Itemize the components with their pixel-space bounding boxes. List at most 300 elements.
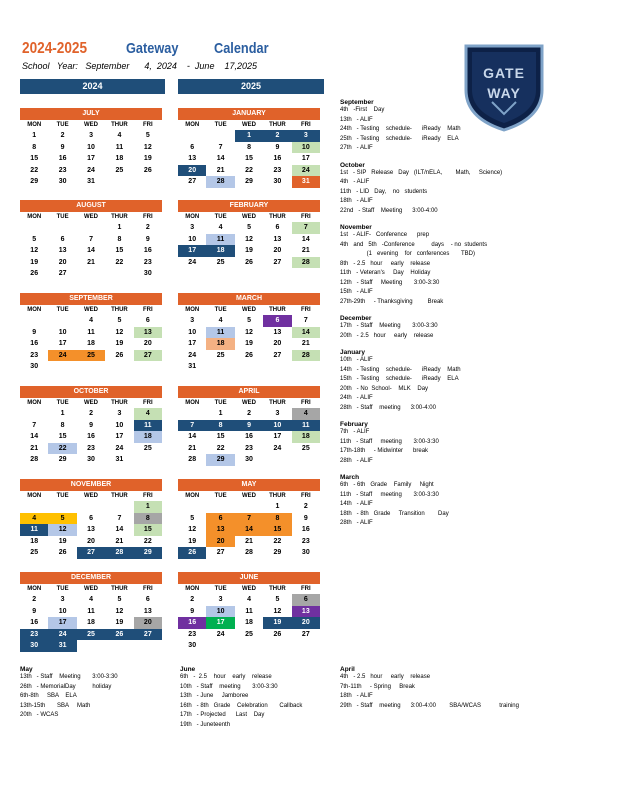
month-header: AUGUST xyxy=(20,200,162,212)
day-cell: 20 xyxy=(206,536,234,548)
weekday-label: MON xyxy=(185,586,200,592)
notes-line: 22nd - Staff Meeting 3:00-4:00 xyxy=(340,207,438,214)
weekday-label: MON xyxy=(27,214,42,220)
day-cell: 19 xyxy=(58,537,67,545)
day-cell: 7 xyxy=(292,222,320,234)
day-cell: 26 xyxy=(245,351,253,359)
day-cell: 6 xyxy=(145,317,150,324)
day-cell: 27 xyxy=(134,629,162,641)
day-cell: 3 xyxy=(218,596,223,603)
month-august xyxy=(20,200,162,280)
day-cell xyxy=(20,408,48,420)
day-cell xyxy=(77,222,105,234)
month-header: DECEMBER xyxy=(20,572,162,584)
day-cell: 9 xyxy=(89,421,93,429)
notes-line: 1st - ALIF- Conference prep xyxy=(340,232,430,238)
weekday-label: MON xyxy=(27,493,42,499)
day-cell xyxy=(292,640,320,652)
notes-heading: March xyxy=(340,474,360,481)
day-cell: 20 xyxy=(273,340,282,347)
week-row xyxy=(20,234,162,246)
week-row xyxy=(20,222,162,234)
weekday-label: TUE xyxy=(214,122,227,128)
day-cell xyxy=(105,268,133,280)
notes-line: 28th - ALIF xyxy=(340,457,373,464)
day-cell: 28 xyxy=(245,549,253,556)
day-cell: 5 xyxy=(145,132,150,139)
day-cell: 14 xyxy=(292,327,320,339)
day-cell: 11 xyxy=(87,328,95,336)
day-cell: 1 xyxy=(60,410,65,417)
week-row xyxy=(178,420,320,432)
notes-line: 7th - ALIF xyxy=(340,429,370,435)
notes-right-column xyxy=(340,99,615,529)
day-cell: 30 xyxy=(245,456,253,463)
day-cell xyxy=(77,501,105,513)
day-cell: 23 xyxy=(188,630,197,638)
month-header: MAY xyxy=(178,479,320,491)
weekday-label: THUR xyxy=(269,400,286,406)
day-cell xyxy=(105,501,133,513)
notes-line: 18th - 8th Grade Transition Day xyxy=(340,510,449,517)
notes-line: 10th - Staff meeting 3:00-3:30 xyxy=(180,683,278,690)
month-july xyxy=(20,108,162,188)
day-cell: 13 xyxy=(134,327,162,339)
day-cell: 27 xyxy=(58,270,67,277)
day-cell: 13 xyxy=(143,607,152,615)
day-cell: 30 xyxy=(143,270,152,277)
title-calendar-word: Calendar xyxy=(214,40,269,57)
day-cell: 10 xyxy=(263,420,291,432)
weekday-label: WED xyxy=(242,122,257,128)
day-cell: 20 xyxy=(58,258,67,266)
notes-line: 4th and 5th -Conference days - no students xyxy=(340,241,488,248)
weekday-label: MON xyxy=(27,122,42,128)
day-cell: 21 xyxy=(301,340,310,347)
day-cell xyxy=(48,361,76,373)
weekday-label: FRI xyxy=(300,493,311,499)
day-cell: 30 xyxy=(30,363,39,370)
day-cell: 25 xyxy=(216,258,225,266)
day-cell: 9 xyxy=(32,607,37,615)
day-cell: 19 xyxy=(263,617,291,629)
weekday-label: FRI xyxy=(300,214,311,220)
day-cell: 16 xyxy=(30,619,39,626)
day-cell: 24 xyxy=(87,166,95,174)
notes-line: 14th - ALIF xyxy=(340,501,373,507)
day-cell: 20 xyxy=(292,617,320,629)
day-cell: 26 xyxy=(58,549,67,556)
notes-line: 17th - Staff Meeting 3:00-3:30 xyxy=(340,323,438,329)
day-cell: 15 xyxy=(263,524,291,536)
day-cell: 4 xyxy=(134,408,162,420)
day-cell: 1 xyxy=(275,503,280,510)
weekday-label: WED xyxy=(84,122,99,128)
day-cell: 4 xyxy=(218,317,223,324)
day-cell: 15 xyxy=(134,524,162,536)
day-cell: 20 xyxy=(143,340,152,347)
week-row xyxy=(178,142,320,154)
day-cell: 24 xyxy=(216,630,225,638)
day-cell: 17 xyxy=(58,340,67,347)
day-cell: 11 xyxy=(134,420,162,432)
day-cell xyxy=(206,361,234,373)
weekday-label: WED xyxy=(84,307,99,313)
day-cell: 20 xyxy=(273,247,282,254)
notes-line: 24th - ALIF xyxy=(340,395,373,401)
weekday-label: MON xyxy=(185,400,200,406)
notes-line: 11th - Staff meeting 3:00-3:30 xyxy=(340,491,439,498)
month-october xyxy=(20,386,162,466)
notes-heading: November xyxy=(340,224,372,231)
day-cell: 10 xyxy=(58,607,67,615)
week-row xyxy=(20,130,162,142)
notes-heading: May xyxy=(20,666,33,673)
day-cell: 23 xyxy=(87,444,95,452)
day-cell: 24 xyxy=(188,351,197,359)
day-cell xyxy=(206,501,234,513)
day-cell: 5 xyxy=(117,596,122,603)
week-row xyxy=(178,606,320,618)
day-cell: 4 xyxy=(292,408,320,420)
day-cell: 15 xyxy=(115,247,124,254)
week-row xyxy=(178,165,320,177)
day-cell: 31 xyxy=(188,363,197,370)
weekday-label: WED xyxy=(84,400,99,406)
week-row xyxy=(20,268,162,280)
day-cell: 13 xyxy=(87,526,95,533)
day-cell: 17 xyxy=(178,245,206,257)
notes-line: 15th - Testing schedule- iReady ELA xyxy=(340,376,459,382)
week-row xyxy=(20,408,162,420)
month-header: NOVEMBER xyxy=(20,479,162,491)
weekday-label: MON xyxy=(27,400,42,406)
day-cell: 25 xyxy=(77,629,105,641)
week-row xyxy=(178,361,320,373)
day-cell xyxy=(263,454,291,466)
weekday-label: MON xyxy=(185,307,200,313)
day-cell: 23 xyxy=(30,351,39,359)
day-cell: 9 xyxy=(303,514,308,522)
day-cell: 24 xyxy=(188,258,197,266)
day-cell: 18 xyxy=(87,619,95,626)
day-cell: 18 xyxy=(134,431,162,443)
month-june xyxy=(178,572,320,652)
notes-line: 28th - Staff meeting 3:00-4:00 xyxy=(340,404,436,411)
day-cell: 13 xyxy=(292,606,320,618)
month-december xyxy=(20,572,162,652)
day-cell: 6 xyxy=(275,224,280,231)
day-cell: 29 xyxy=(58,456,67,463)
day-cell: 19 xyxy=(245,247,253,254)
weekday-label: TUE xyxy=(56,493,69,499)
notes-line: 29th - Staff meeting 3:00-4:00 SBA/WCAS training xyxy=(340,702,519,709)
week-row xyxy=(178,443,320,455)
day-cell: 28 xyxy=(292,350,320,362)
day-cell: 3 xyxy=(89,132,93,139)
week-row xyxy=(20,420,162,432)
week-row xyxy=(20,524,162,536)
notes-line: 16th - 8th Grade Celebration Callback xyxy=(180,702,303,709)
week-row xyxy=(20,501,162,513)
notes-line: 13th - Staff Meeting 3:00-3:30 xyxy=(20,674,118,680)
week-row xyxy=(178,176,320,188)
weekday-label: TUE xyxy=(214,307,227,313)
week-row xyxy=(178,222,320,234)
weekday-label: FRI xyxy=(142,400,153,406)
weekday-label: FRI xyxy=(300,586,311,592)
day-cell: 3 xyxy=(190,317,195,324)
day-cell: 30 xyxy=(58,178,67,185)
day-cell xyxy=(206,640,234,652)
notes-heading: October xyxy=(340,161,365,169)
day-cell: 22 xyxy=(245,166,253,174)
day-cell: 22 xyxy=(143,537,152,545)
day-cell: 3 xyxy=(292,130,320,142)
weekday-label: MON xyxy=(27,307,42,313)
day-cell: 3 xyxy=(275,410,280,417)
week-row xyxy=(20,617,162,629)
day-cell: 29 xyxy=(30,178,39,185)
day-cell: 25 xyxy=(30,549,39,556)
day-cell: 8 xyxy=(117,235,122,243)
day-cell: 29 xyxy=(134,547,162,559)
weekday-label: FRI xyxy=(300,307,311,313)
day-cell: 7 xyxy=(218,143,223,151)
day-cell xyxy=(105,361,133,373)
notes-heading: September xyxy=(340,99,374,106)
day-cell xyxy=(263,640,291,652)
day-cell: 4 xyxy=(247,596,251,603)
day-cell xyxy=(263,361,291,373)
notes-line: 26th - MemorialDay holiday xyxy=(20,683,112,690)
day-cell: 18 xyxy=(87,340,95,347)
day-cell xyxy=(235,501,263,513)
week-row xyxy=(178,153,320,165)
month-january xyxy=(178,108,320,188)
week-row xyxy=(20,513,162,525)
day-cell: 9 xyxy=(60,143,65,151)
day-cell xyxy=(178,408,206,420)
day-cell: 18 xyxy=(206,245,234,257)
week-row xyxy=(20,629,162,641)
day-cell: 27 xyxy=(273,258,282,266)
day-cell: 13 xyxy=(273,235,282,243)
day-cell xyxy=(20,315,48,327)
week-row xyxy=(178,257,320,269)
week-row xyxy=(20,431,162,443)
notes-line: 28th - ALIF xyxy=(340,520,373,526)
day-cell: 5 xyxy=(247,317,251,324)
day-cell: 26 xyxy=(115,351,124,359)
day-cell: 4 xyxy=(89,317,93,324)
month-header: JANUARY xyxy=(178,108,320,120)
day-cell: 26 xyxy=(178,547,206,559)
title-year-range: 2024-2025 xyxy=(22,40,88,57)
day-cell: 5 xyxy=(190,514,195,522)
day-cell: 11 xyxy=(206,234,234,246)
week-row xyxy=(178,245,320,257)
weekday-header-row xyxy=(178,398,320,408)
week-row xyxy=(178,431,320,443)
day-cell: 11 xyxy=(206,327,234,339)
day-cell: 2 xyxy=(89,410,93,417)
day-cell: 22 xyxy=(273,537,282,545)
week-row xyxy=(20,257,162,269)
day-cell: 5 xyxy=(117,317,122,324)
weekday-header-row xyxy=(20,491,162,501)
day-cell: 6 xyxy=(145,596,150,603)
notes-line: 13th - ALIF xyxy=(340,116,373,123)
day-cell xyxy=(20,501,48,513)
weekday-label: THUR xyxy=(111,493,128,499)
day-cell: 4 xyxy=(20,513,48,525)
day-cell xyxy=(105,640,133,652)
week-row xyxy=(20,165,162,177)
day-cell: 21 xyxy=(216,166,225,174)
week-row xyxy=(20,327,162,339)
notes-line: 4th - ALIF xyxy=(340,179,370,185)
notes-line: 4th -First Day xyxy=(340,107,385,113)
weekday-label: FRI xyxy=(142,122,153,128)
day-cell: 29 xyxy=(273,549,282,556)
week-row xyxy=(20,454,162,466)
notes-line: 20th - WCAS xyxy=(20,712,59,718)
day-cell: 12 xyxy=(245,328,253,336)
weekday-header-row xyxy=(178,491,320,501)
day-cell: 2 xyxy=(263,130,291,142)
weekday-label: FRI xyxy=(142,586,153,592)
weekday-label: MON xyxy=(185,493,200,499)
day-cell: 17 xyxy=(115,433,124,440)
notes-line: 27th-29th - Thanksgiving Break xyxy=(340,298,444,305)
day-cell: 19 xyxy=(115,340,124,347)
notes-line: 10th - ALIF xyxy=(340,357,373,363)
day-cell: 1 xyxy=(235,130,263,142)
day-cell: 11 xyxy=(115,143,124,151)
weekday-label: TUE xyxy=(56,400,69,406)
day-cell: 21 xyxy=(245,537,253,545)
weekday-label: MON xyxy=(27,586,42,592)
weekday-header-row xyxy=(178,212,320,222)
weekday-label: WED xyxy=(242,214,257,220)
day-cell: 14 xyxy=(87,247,95,254)
weekday-label: WED xyxy=(242,586,257,592)
day-cell: 30 xyxy=(188,642,197,649)
week-row xyxy=(178,130,320,142)
weekday-label: TUE xyxy=(56,307,69,313)
notes-line: 27th - ALIF xyxy=(340,145,373,151)
day-cell: 18 xyxy=(115,155,124,162)
month-header: FEBRUARY xyxy=(178,200,320,212)
day-cell: 8 xyxy=(134,513,162,525)
day-cell: 10 xyxy=(188,328,197,336)
day-cell: 9 xyxy=(32,328,37,336)
notes-may xyxy=(20,666,170,721)
day-cell: 16 xyxy=(245,433,253,440)
day-cell: 11 xyxy=(87,607,95,615)
day-cell: 4 xyxy=(218,224,223,231)
notes-line: 20th - No School- MLK Day xyxy=(340,385,429,392)
day-cell: 30 xyxy=(87,456,95,463)
day-cell: 7 xyxy=(178,420,206,432)
week-row xyxy=(178,536,320,548)
weekday-label: WED xyxy=(242,307,257,313)
day-cell: 25 xyxy=(115,166,124,174)
day-cell: 29 xyxy=(206,454,234,466)
day-cell: 6 xyxy=(292,594,320,606)
notes-line: 13th-15th SBA Math xyxy=(20,702,91,709)
month-header: JUNE xyxy=(178,572,320,584)
day-cell: 28 xyxy=(30,456,39,463)
svg-text:GATE: GATE xyxy=(483,65,525,81)
day-cell: 21 xyxy=(87,258,95,266)
day-cell xyxy=(206,130,234,142)
day-cell: 26 xyxy=(143,166,152,174)
day-cell: 26 xyxy=(273,630,282,638)
notes-line: 14th - Testing schedule- iReady Math xyxy=(340,366,461,373)
weekday-label: TUE xyxy=(56,586,69,592)
day-cell: 1 xyxy=(218,410,223,417)
day-cell: 28 xyxy=(292,257,320,269)
day-cell: 24 xyxy=(115,444,124,452)
day-cell: 8 xyxy=(263,513,291,525)
notes-line: 6th - 2.5 hour early release xyxy=(180,674,272,680)
notes-june xyxy=(180,666,330,730)
day-cell: 1 xyxy=(32,132,37,139)
month-header: OCTOBER xyxy=(20,386,162,398)
weekday-label: THUR xyxy=(111,122,128,128)
day-cell: 12 xyxy=(115,607,124,615)
day-cell: 22 xyxy=(30,166,39,174)
day-cell: 25 xyxy=(245,630,253,638)
week-row xyxy=(178,524,320,536)
weekday-label: MON xyxy=(185,214,200,220)
day-cell: 8 xyxy=(247,143,251,151)
day-cell: 4 xyxy=(117,132,122,139)
day-cell: 15 xyxy=(58,433,67,440)
day-cell: 17 xyxy=(301,155,310,162)
day-cell: 20 xyxy=(87,537,95,545)
day-cell: 18 xyxy=(206,338,234,350)
weekday-label: FRI xyxy=(300,122,311,128)
day-cell: 6 xyxy=(190,143,195,151)
year-bar-2025: 2025 xyxy=(178,79,324,94)
day-cell: 14 xyxy=(216,155,225,162)
day-cell: 6 xyxy=(60,235,65,243)
day-cell: 2 xyxy=(303,503,308,510)
day-cell xyxy=(105,176,133,188)
day-cell: 25 xyxy=(77,350,105,362)
day-cell: 10 xyxy=(87,143,95,151)
day-cell: 3 xyxy=(190,224,195,231)
week-row xyxy=(20,176,162,188)
day-cell: 27 xyxy=(77,547,105,559)
day-cell: 13 xyxy=(206,524,234,536)
day-cell: 27 xyxy=(134,350,162,362)
day-cell: 24 xyxy=(273,444,282,452)
week-row xyxy=(20,536,162,548)
day-cell xyxy=(48,315,76,327)
day-cell xyxy=(77,268,105,280)
day-cell: 14 xyxy=(115,526,124,533)
day-cell: 1 xyxy=(134,501,162,513)
day-cell: 19 xyxy=(115,619,124,626)
day-cell: 12 xyxy=(48,524,76,536)
day-cell: 2 xyxy=(247,410,251,417)
month-september xyxy=(20,293,162,373)
notes-line: 11th - LID Day, no students xyxy=(340,188,428,195)
